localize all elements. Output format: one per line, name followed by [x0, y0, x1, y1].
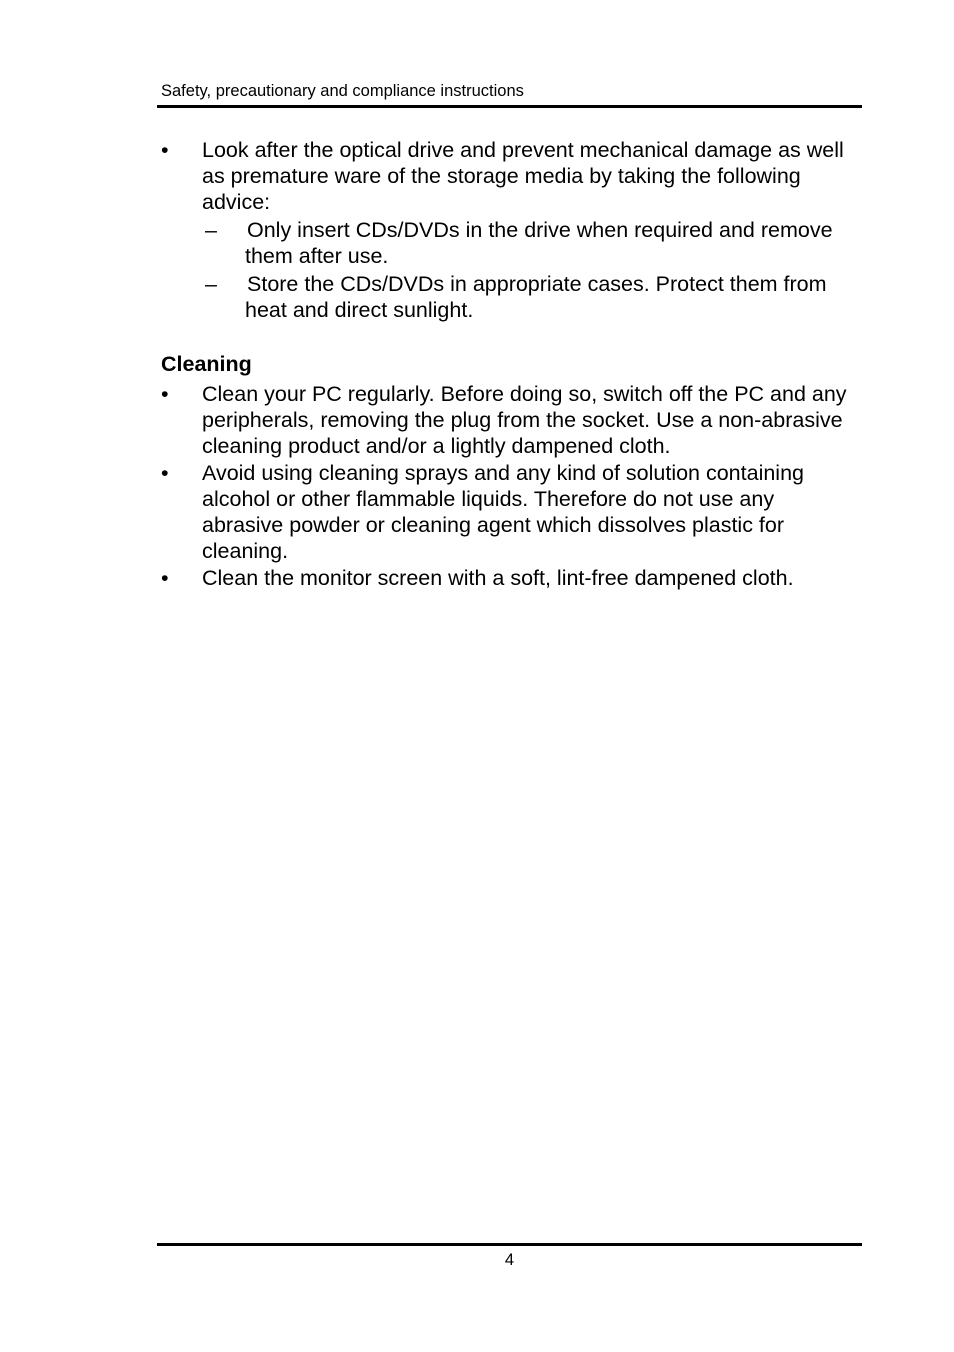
- list-item: [161, 460, 861, 564]
- bullet-icon: •: [161, 138, 169, 162]
- dash-icon: –: [205, 218, 217, 242]
- dash-icon: –: [205, 272, 217, 296]
- list-item-text: Avoid using cleaning sprays and any kind of solution containing alcohol or other flammable liquids. Therefore do not use any abrasive powder or cleaning agent which dissolves plastic for cleaning.: [202, 461, 804, 563]
- bullet-icon: •: [161, 461, 169, 485]
- section-heading: Cleaning: [161, 352, 252, 376]
- sub-list-item-text: Only insert CDs/DVDs in the drive when required and remove them after use.: [245, 218, 833, 268]
- list-item: [161, 137, 861, 215]
- list-item: [161, 381, 861, 459]
- bullet-icon: •: [161, 566, 169, 590]
- sub-list-item: [161, 271, 861, 323]
- bullet-icon: •: [161, 382, 169, 406]
- list-item-text: Look after the optical drive and prevent mechanical damage as well as premature ware of the storage media by taking the following advice:: [202, 138, 844, 214]
- list-item-text: Clean your PC regularly. Before doing so, switch off the PC and any peripherals, removing the plug from the socket. Use a non-abrasive cleaning product and/or a lightly dampened cloth.: [202, 382, 847, 458]
- running-header: Safety, precautionary and compliance instructions: [161, 82, 524, 100]
- header-rule: [157, 105, 862, 108]
- cleaning-list: [161, 381, 861, 591]
- footer-rule: [157, 1243, 862, 1246]
- page-number: 4: [504, 1251, 515, 1269]
- sub-list-item: [161, 217, 861, 269]
- list-item: [161, 565, 861, 591]
- optical-drive-section: [161, 137, 861, 323]
- list-item-text: Clean the monitor screen with a soft, lint-free dampened cloth.: [202, 566, 794, 590]
- sub-list-item-text: Store the CDs/DVDs in appropriate cases. Protect them from heat and direct sunlight.: [245, 272, 827, 322]
